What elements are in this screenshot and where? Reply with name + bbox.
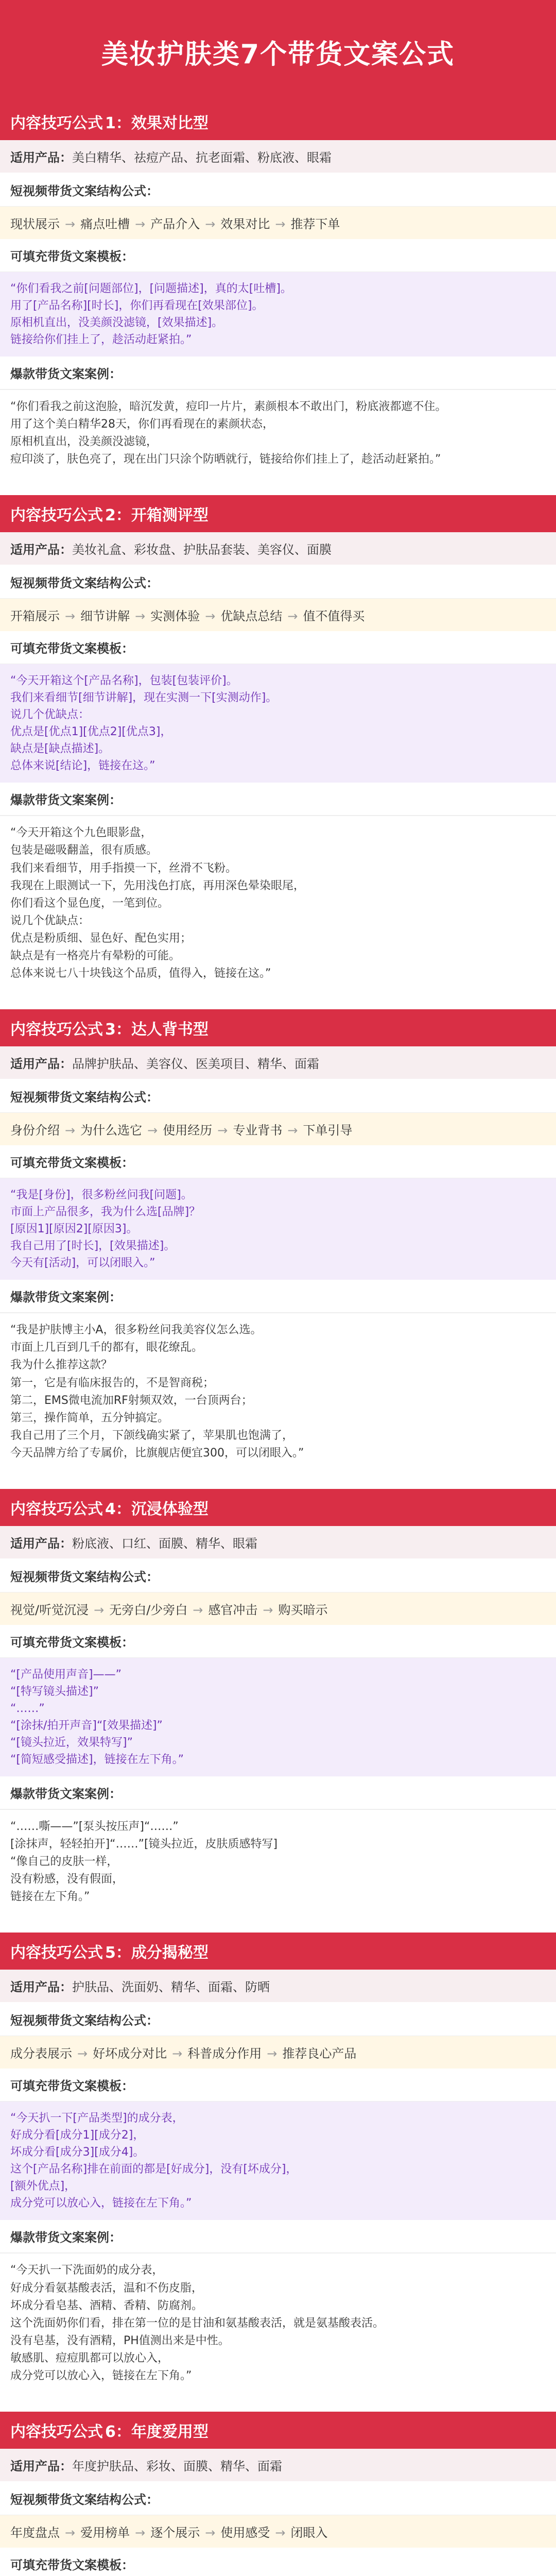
arrow-icon: → bbox=[135, 2526, 146, 2540]
template-text: “你们看我之前[问题部位]，[问题描述]，真的太[吐槽]。 用了[产品名称][时长]，你们再看现在[效果部位]。 原相机直出，没美颜没滤镜，[效果描述]。 链接给你们挂上了，趁活动赶紧拍。” bbox=[0, 272, 556, 357]
flow-step: 优缺点总结 bbox=[220, 609, 283, 624]
arrow-icon: → bbox=[217, 1123, 228, 1138]
flow-step: 下单引导 bbox=[303, 1123, 353, 1138]
flow-step: 开箱展示 bbox=[10, 609, 60, 624]
template-text: “今天扒一下[产品类型]的成分表， 好成分看[成分1][成分2]， 坏成分看[成分3][成分4]。 这个[产品名称]排在前面的都是[好成分]，没有[坏成分]， [额外优点]， 成分党可以放心入，链接在左下角。” bbox=[0, 2102, 556, 2220]
flow-step: 购买暗示 bbox=[278, 1602, 328, 1617]
case-heading: 爆款带货文案案例： bbox=[0, 357, 556, 389]
flow-step: 身份介绍 bbox=[10, 1123, 60, 1138]
case-heading: 爆款带货文案案例： bbox=[0, 1280, 556, 1313]
arrow-icon: → bbox=[77, 2046, 88, 2061]
flow-step: 效果对比 bbox=[220, 217, 270, 231]
arrow-icon: → bbox=[275, 217, 286, 231]
case-text: “今天开箱这个九色眼影盘， 包装是磁吸翻盖，很有质感。 我们来看细节，用手指摸一下，丝滑不飞粉。 我现在上眼测试一下，先用浅色打底，再用深色晕染眼尾， 你们看这个显色度，一笔到位。 说几个优缺点： 优点是粉质细、显色好、配色实用； 缺点是有一格亮片有晕粉的可能。 总体来说七八十块钱这个品质，值得入，链接在这。” bbox=[0, 816, 556, 991]
flow-step: 推荐良心产品 bbox=[282, 2046, 357, 2061]
arrow-icon: → bbox=[94, 1602, 105, 1617]
formula-section bbox=[0, 2412, 556, 2576]
flow-step: 产品介入 bbox=[150, 217, 200, 231]
arrow-icon: → bbox=[193, 1602, 203, 1617]
structure-heading: 短视频带货文案结构公式： bbox=[0, 2003, 556, 2036]
case-heading: 爆款带货文案案例： bbox=[0, 2220, 556, 2253]
template-heading: 可填充带货文案模板： bbox=[0, 2548, 556, 2576]
template-heading: 可填充带货文案模板： bbox=[0, 239, 556, 272]
flow-step: 为什么选它 bbox=[80, 1123, 143, 1138]
section-title: 内容技巧公式 3：达人背书型 bbox=[0, 1009, 556, 1046]
arrow-icon: → bbox=[135, 217, 146, 231]
flow-step: 好坏成分对比 bbox=[93, 2046, 167, 2061]
structure-heading: 短视频带货文案结构公式： bbox=[0, 174, 556, 207]
flow-step: 推荐下单 bbox=[290, 217, 340, 231]
structure-heading: 短视频带货文案结构公式： bbox=[0, 1560, 556, 1592]
structure-flow bbox=[0, 2515, 556, 2548]
arrow-icon: → bbox=[287, 609, 298, 624]
flow-step: 实测体验 bbox=[150, 609, 200, 624]
arrow-icon: → bbox=[205, 217, 216, 231]
formula-section bbox=[0, 1009, 556, 1470]
applicable-products: 适用产品：品牌护肤品、美容仪、医美项目、精华、面霜 bbox=[0, 1046, 556, 1080]
formula-section bbox=[0, 1933, 556, 2393]
flow-step: 科普成分作用 bbox=[187, 2046, 262, 2061]
section-title: 内容技巧公式 5：成分揭秘型 bbox=[0, 1933, 556, 1970]
case-text: “我是护肤博主小A，很多粉丝问我美容仪怎么选。 市面上几百到几千的都有，眼花缭乱。 我为什么推荐这款？ 第一，它是有临床报告的，不是智商税； 第二，EMS微电流加RF射频双效，一台顶两台； 第三，操作简单，五分钟搞定。 我自己用了三个月，下颌线确实紧了，苹果肌也饱满了， 今天品牌方给了专属价，比旗舰店便宜300，可以闭眼入。” bbox=[0, 1313, 556, 1470]
flow-step: 值不值得买 bbox=[303, 609, 365, 624]
flow-step: 成分表展示 bbox=[10, 2046, 72, 2061]
template-text: “今天开箱这个[产品名称]，包装[包装评价]。 我们来看细节[细节讲解]，现在实测一下[实测动作]。 说几个优缺点： 优点是[优点1][优点2][优点3]， 缺点是[缺点描述]。 总体来说[结论]，链接在这。” bbox=[0, 664, 556, 783]
template-heading: 可填充带货文案模板： bbox=[0, 2069, 556, 2102]
arrow-icon: → bbox=[65, 609, 76, 624]
structure-heading: 短视频带货文案结构公式： bbox=[0, 2482, 556, 2515]
flow-step: 细节讲解 bbox=[80, 609, 130, 624]
structure-flow bbox=[0, 1592, 556, 1625]
flow-step: 痛点吐槽 bbox=[80, 217, 130, 231]
template-text: “我是[身份]，很多粉丝问我[问题]。 市面上产品很多，我为什么选[品牌]？ [原因1][原因2][原因3]。 我自己用了[时长]，[效果描述]。 今天有[活动]，可以闭眼入。” bbox=[0, 1178, 556, 1280]
structure-heading: 短视频带货文案结构公式： bbox=[0, 1080, 556, 1113]
case-heading: 爆款带货文案案例： bbox=[0, 1776, 556, 1809]
section-title: 内容技巧公式 2：开箱测评型 bbox=[0, 495, 556, 532]
applicable-products: 适用产品：护肤品、洗面奶、精华、面霜、防晒 bbox=[0, 1970, 556, 2003]
arrow-icon: → bbox=[275, 2526, 286, 2540]
case-heading: 爆款带货文案案例： bbox=[0, 783, 556, 816]
applicable-products: 适用产品：美白精华、祛痘产品、抗老面霜、粉底液、眼霜 bbox=[0, 140, 556, 174]
flow-step: 专业背书 bbox=[233, 1123, 283, 1138]
flow-step: 现状展示 bbox=[10, 217, 60, 231]
template-heading: 可填充带货文案模板： bbox=[0, 1625, 556, 1658]
formula-section bbox=[0, 1489, 556, 1914]
structure-flow bbox=[0, 2036, 556, 2069]
section-title: 内容技巧公式 6：年度爱用型 bbox=[0, 2412, 556, 2449]
structure-heading: 短视频带货文案结构公式： bbox=[0, 566, 556, 599]
case-text: “……嘶——”[泵头按压声]“……” [涂抹声，轻轻拍开]“……”[镜头拉近，皮肤质感特写] “像自己的皮肤一样， 没有粉感，没有假面， 链接在左下角。” bbox=[0, 1809, 556, 1914]
flow-step: 闭眼入 bbox=[290, 2526, 328, 2540]
page-title: 美妆护肤类7个带货文案公式 bbox=[101, 39, 455, 70]
flow-step: 逐个展示 bbox=[150, 2526, 200, 2540]
applicable-products: 适用产品：美妆礼盒、彩妆盘、护肤品套装、美容仪、面膜 bbox=[0, 532, 556, 566]
section-title: 内容技巧公式 1：效果对比型 bbox=[0, 103, 556, 140]
template-heading: 可填充带货文案模板： bbox=[0, 1145, 556, 1178]
structure-flow bbox=[0, 599, 556, 631]
page-header bbox=[0, 0, 556, 103]
arrow-icon: → bbox=[263, 1602, 273, 1617]
structure-flow bbox=[0, 1113, 556, 1145]
formula-section bbox=[0, 103, 556, 477]
section-title: 内容技巧公式 4：沉浸体验型 bbox=[0, 1489, 556, 1526]
case-text: “你们看我之前这泡脸，暗沉发黄，痘印一片片，素颜根本不敢出门，粉底液都遮不住。 用了这个美白精华28天，你们再看现在的素颜状态， 原相机直出，没美颜没滤镜， 痘印淡了，肤色亮了，现在出门只涂个防晒就行，链接给你们挂上了，趁活动赶紧拍。” bbox=[0, 389, 556, 477]
flow-step: 视觉/听觉沉浸 bbox=[10, 1602, 89, 1617]
flow-step: 感官冲击 bbox=[208, 1602, 258, 1617]
applicable-products: 适用产品：年度护肤品、彩妆、面膜、精华、面霜 bbox=[0, 2449, 556, 2482]
case-text: “今天扒一下洗面奶的成分表， 好成分看氨基酸表活，温和不伤皮脂， 坏成分看皂基、酒精、香精、防腐剂。 这个洗面奶你们看，排在第一位的是甘油和氨基酸表活，就是氨基酸表活。 没有皂基，没有酒精，PH值测出来是中性。 敏感肌、痘痘肌都可以放心入， 成分党可以放心入，链接在左下角。” bbox=[0, 2253, 556, 2393]
flow-step: 使用经历 bbox=[163, 1123, 213, 1138]
arrow-icon: → bbox=[205, 2526, 216, 2540]
arrow-icon: → bbox=[287, 1123, 298, 1138]
flow-step: 无旁白/少旁白 bbox=[109, 1602, 188, 1617]
flow-step: 年度盘点 bbox=[10, 2526, 60, 2540]
arrow-icon: → bbox=[65, 217, 76, 231]
applicable-products: 适用产品：粉底液、口红、面膜、精华、眼霜 bbox=[0, 1526, 556, 1560]
arrow-icon: → bbox=[147, 1123, 158, 1138]
sections-list bbox=[0, 103, 556, 2576]
formula-section bbox=[0, 495, 556, 991]
template-heading: 可填充带货文案模板： bbox=[0, 631, 556, 664]
arrow-icon: → bbox=[65, 1123, 76, 1138]
arrow-icon: → bbox=[65, 2526, 76, 2540]
arrow-icon: → bbox=[172, 2046, 183, 2061]
arrow-icon: → bbox=[267, 2046, 277, 2061]
arrow-icon: → bbox=[205, 609, 216, 624]
arrow-icon: → bbox=[135, 609, 146, 624]
template-text: “[产品使用声音]——” “[特写镜头描述]” “……” “[涂抹/拍开声音]“[效果描述]” “[镜头拉近，效果特写]” “[简短感受描述]，链接在左下角。” bbox=[0, 1658, 556, 1776]
flow-step: 爱用榜单 bbox=[80, 2526, 130, 2540]
flow-step: 使用感受 bbox=[220, 2526, 270, 2540]
structure-flow bbox=[0, 207, 556, 239]
